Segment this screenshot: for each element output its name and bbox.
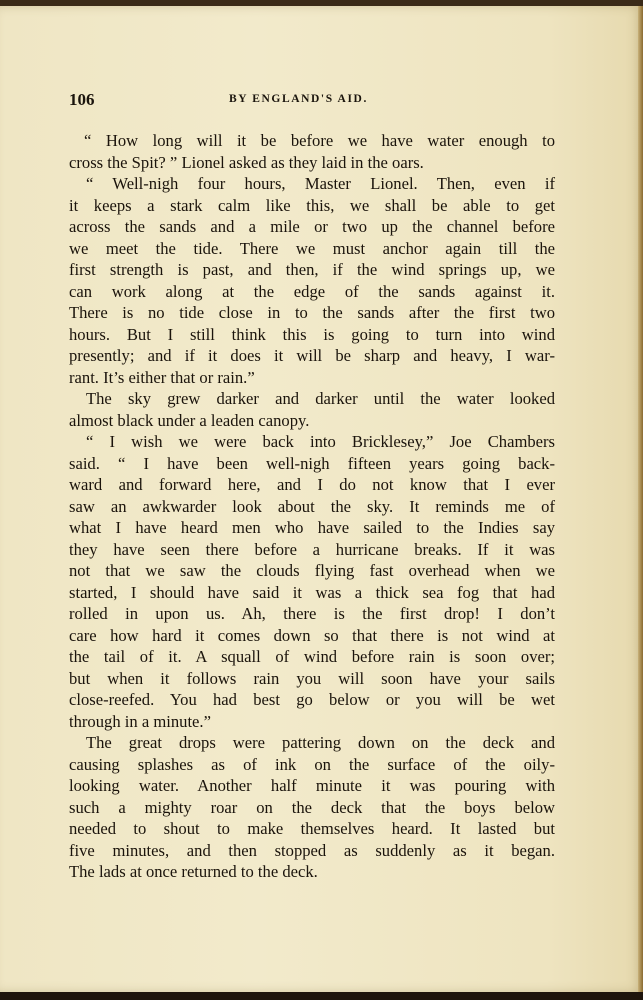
text-line: across the sands and a mile or two up the channel before (69, 217, 555, 236)
text-line: the tail of it. A squall of wind before rain is soon over; (69, 647, 555, 666)
text-line: “ Well-nigh four hours, Master Lionel. Then, even if (86, 174, 555, 193)
text-line: cross the Spit? ” Lionel asked as they laid in the oars. (69, 152, 424, 172)
text-line: causing splashes as of ink on the surface of the oily- (69, 754, 555, 774)
paragraph (69, 431, 555, 732)
body-text (69, 130, 555, 883)
text-line: needed to shout to make themselves heard. It lasted but (69, 819, 555, 838)
text-line: first strength is past, and then, if the wind springs up, we (69, 260, 555, 279)
running-head: BY ENGLAND'S AID. (229, 93, 368, 105)
text-line: rolled in upon us. Ah, there is the first drop! I don’t (69, 604, 555, 623)
text-line: such a mighty roar on the deck that the boys below (69, 797, 555, 817)
page-bottom-edge (0, 992, 643, 1000)
text-line: not that we saw the clouds flying fast overhead when we (69, 561, 555, 580)
text-line: started, I should have said it was a thick sea fog that had (69, 582, 555, 602)
text-line: can work along at the edge of the sands against it. (69, 281, 555, 301)
page-header (69, 90, 569, 110)
book-page (0, 6, 643, 992)
paragraph (69, 130, 555, 173)
text-line: care how hard it comes down so that there is not wind at (69, 625, 555, 645)
text-line: looking water. Another half minute it was pouring with (69, 776, 555, 795)
text-line: There is no tide close in to the sands after the first two (69, 303, 555, 322)
text-line: we meet the tide. There we must anchor again till the (69, 238, 555, 258)
paragraph (69, 732, 555, 883)
text-line: rant. It’s either that or rain.” (69, 367, 255, 387)
text-line: it keeps a stark calm like this, we shall be able to get (69, 195, 555, 215)
text-line: said. “ I have been well-nigh fifteen years going back- (69, 453, 555, 473)
text-line: ward and forward here, and I do not know that I ever (69, 475, 555, 494)
text-line: five minutes, and then stopped as suddenly as it began. (69, 840, 555, 860)
text-line: The great drops were pattering down on the deck and (86, 733, 555, 752)
text-line: almost black under a leaden canopy. (69, 410, 310, 430)
text-line: The sky grew darker and darker until the water looked (86, 389, 555, 408)
text-line: what I have heard men who have sailed to the Indies say (69, 518, 555, 537)
text-line: hours. But I still think this is going to turn into wind (69, 324, 555, 344)
text-line: but when it follows rain you will soon have your sails (69, 668, 555, 688)
text-line: saw an awkwarder look about the sky. It reminds me of (69, 496, 555, 516)
text-line: they have seen there before a hurricane breaks. If it was (69, 539, 555, 559)
paragraph (69, 388, 555, 431)
page-number: 106 (69, 90, 95, 109)
text-line: “ How long will it be before we have water enough to (84, 131, 555, 150)
text-line: close-reefed. You had best go below or you will be wet (69, 690, 555, 709)
page-fore-edge (638, 6, 643, 992)
text-line: presently; and if it does it will be sharp and heavy, I war- (69, 346, 555, 365)
text-line: through in a minute.” (69, 711, 211, 731)
text-line: “ I wish we were back into Bricklesey,” Joe Chambers (86, 432, 555, 451)
paragraph (69, 173, 555, 388)
text-line: The lads at once returned to the deck. (69, 862, 318, 881)
